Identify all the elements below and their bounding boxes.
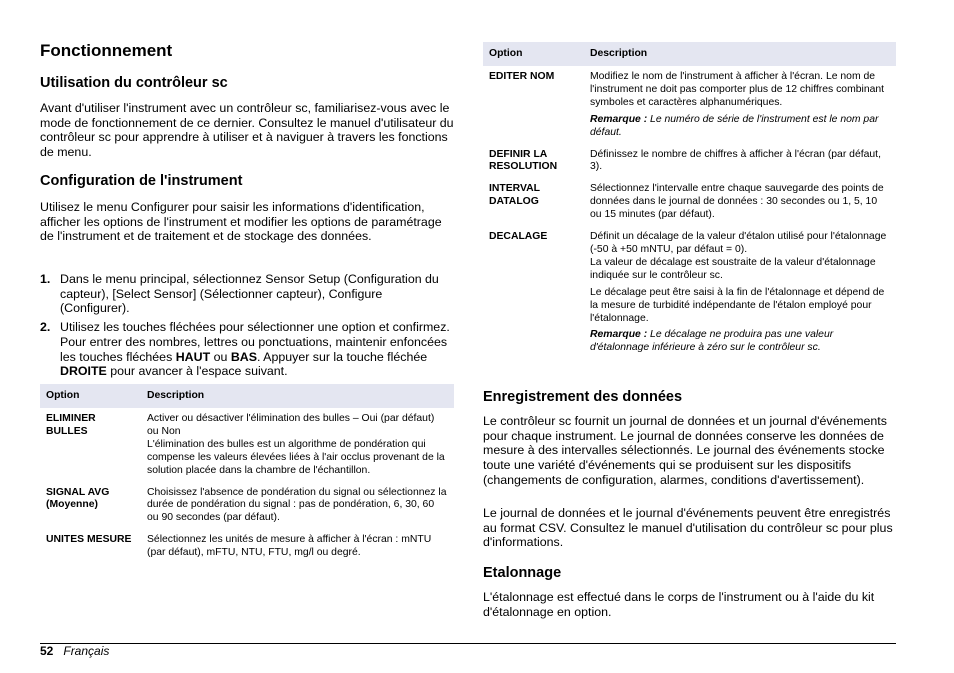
option-description [584, 231, 896, 364]
section-body-enregistrement: Le contrôleur sc fournit un journal de données et un journal d'événements pour chaque instrument. Le journal de données conserve les données de mesure à des intervalles sélectionnés. Le journal des événements stocke toute une variété d'événements qui se produisent sur les dispositifs (changements de configuration, alarmes, conditions d'avertissement). [483, 414, 887, 487]
step-text: Dans le menu principal, sélectionnez Sensor Setup (Configuration du capteur), [Select Sensor] (Sélectionner capteur), Configure (Configurer). [60, 272, 439, 316]
description-text: Activer ou désactiver l'élimination des bulles – Oui (par défaut) ou Non [147, 413, 435, 437]
table-header-description: Description [584, 42, 896, 66]
page-number: 52 [40, 644, 54, 658]
table-row [483, 149, 896, 184]
section-heading-etalonnage: Etalonnage [483, 565, 562, 581]
step-text: ou [210, 349, 231, 364]
option-description: Définissez le nombre de chiffres à afficher à l'écran (par défaut, 3). [590, 148, 881, 173]
description-text: La valeur de décalage est soustraite de la valeur d'étalonnage indiquée sur le contrôleur sc. [590, 256, 876, 281]
option-name: ELIMINER BULLES [46, 413, 96, 437]
section-body-etalonnage: L'étalonnage est effectué dans le corps de l'instrument ou à l'aide du kit d'étalonnage en option. [483, 590, 875, 619]
table-row [40, 534, 454, 569]
option-description [584, 66, 896, 149]
description-text: L'élimination des bulles est un algorithme de pondération qui compense les valeurs élevées liées à l'air occlus provenant de la solution placée dans la chambre de l'échantillon. [147, 438, 445, 476]
note-text: Le décalage ne produira pas une valeur d'étalonnage inférieure à zéro sur le contrôleur sc. [590, 329, 834, 354]
note-text: Le numéro de série de l'instrument est le nom par défaut. [590, 113, 879, 138]
table-row [483, 231, 896, 364]
footer-language: Français [63, 644, 110, 658]
section-body-enregistrement-2: Le journal de données et le journal d'événements peuvent être enregistrés au format CSV. Consultez le manuel d'utilisation du contrôleur sc pour plus d'informations. [483, 506, 893, 550]
section-body-utilisation: Avant d'utiliser l'instrument avec un contrôleur sc, familiarisez-vous avec le mode de fonctionnement de ce dernier. Consultez le manuel d'utilisateur du contrôleur sc pour apprendre à utiliser et à naviguer à travers les fonctions de menu. [40, 101, 454, 160]
options-table-right [483, 42, 896, 364]
step-key-bas: BAS [230, 349, 257, 364]
option-name: UNITES MESURE [46, 534, 132, 546]
note-label: Remarque : [590, 113, 648, 125]
table-header-description: Description [141, 384, 454, 408]
step-item [40, 272, 454, 316]
description-note [590, 329, 890, 355]
description-text: Le décalage peut être saisi à la fin de l'étalonnage et dépend de la mesure de turbidité indépendante de l'étalon employé pour l'étalonnage. [590, 286, 885, 324]
option-name: SIGNAL AVG (Moyenne) [46, 486, 110, 511]
description-text: Modifiez le nom de l'instrument à afficher à l'écran. Le nom de l'instrument ne doit pas comporter plus de 12 chiffres combinant symboles et caractères alphanumériques. [590, 71, 885, 108]
step-item [40, 320, 454, 379]
section-body-configuration: Utilisez le menu Configurer pour saisir les informations d'identification, afficher les options de l'instrument et modifier les options de paramétrage de l'instrument et de traitement et de stockage des données. [40, 200, 442, 244]
option-name: EDITER NOM [489, 71, 555, 82]
section-heading-enregistrement: Enregistrement des données [483, 389, 683, 405]
option-description: Sélectionnez les unités de mesure à afficher à l'écran : mNTU (par défaut), mFTU, NTU, FTU, mg/l ou degré. [147, 534, 432, 559]
description-text: Définit un décalage de la valeur d'étalon utilisé pour l'étalonnage (-50 à +50 mNTU, par défaut = 0). [590, 231, 887, 255]
table-row [483, 183, 896, 231]
step-key-droite: DROITE [60, 364, 107, 379]
option-description: Sélectionnez l'intervalle entre chaque sauvegarde des points de données dans le journal de données : 30 secondes ou 1, 5, 10 ou 15 minutes (par défaut). [590, 183, 884, 221]
step-text: pour avancer à l'espace suivant. [106, 364, 288, 379]
note-label: Remarque : [590, 329, 648, 341]
steps-list [40, 272, 454, 383]
section-heading-utilisation: Utilisation du contrôleur sc [40, 75, 228, 91]
option-description [141, 408, 454, 487]
options-table-left [40, 384, 454, 569]
table-row [483, 66, 896, 149]
page-title: Fonctionnement [40, 41, 173, 60]
step-number: 1. [40, 272, 51, 286]
option-name: INTERVAL DATALOG [489, 183, 540, 208]
footer-rule [40, 643, 896, 644]
table-row [40, 487, 454, 535]
table-row [40, 408, 454, 487]
step-text: Utilisez les touches fléchées pour sélectionner une option et confirmez. Pour entrer des nombres, lettres ou ponctuations, maintenir enfoncées les touches fléchées [60, 320, 450, 364]
option-name: DECALAGE [489, 231, 548, 243]
option-description: Choisissez l'absence de pondération du signal ou sélectionnez la durée de pondération du signal : pas de pondération, 6, 30, 60 ou 90 secondes (par défaut). [147, 486, 447, 524]
description-note [590, 114, 890, 140]
table-header-row [40, 384, 454, 408]
step-number: 2. [40, 320, 51, 335]
step-key-haut: HAUT [175, 349, 211, 364]
option-name: DEFINIR LA RESOLUTION [489, 148, 558, 173]
page-footer [40, 644, 109, 658]
table-header-row [483, 42, 896, 66]
table-header-option: Option [40, 384, 141, 408]
section-heading-configuration: Configuration de l'instrument [40, 173, 243, 189]
table-header-option: Option [483, 42, 584, 66]
step-text: . Appuyer sur la touche fléchée [256, 349, 428, 364]
